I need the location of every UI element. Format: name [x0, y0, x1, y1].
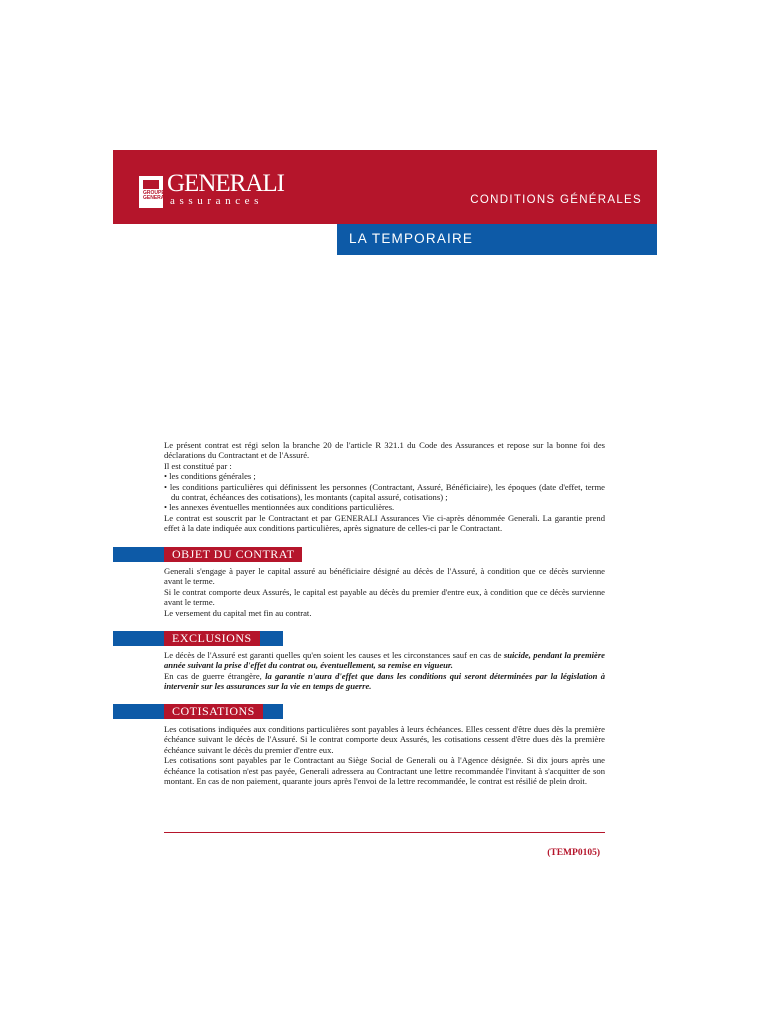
lion-emblem-icon: GROUPE GENERALI [139, 176, 163, 208]
intro-paragraph: Le contrat est souscrit par le Contractant et par GENERALI Assurances Vie ci-après dénommée Generali. La garantie prend effet à la date indiquée aux conditions particulières, après signature de celles-ci par le Contractant. [164, 512, 605, 534]
cotisations-section [164, 724, 605, 786]
section-title-cotisations: COTISATIONS [164, 704, 263, 719]
objet-paragraph: Generali s'engage à payer le capital assuré au bénéficiaire désigné au décès de l'Assuré, à condition que ce décès survienne avant le terme. [164, 566, 605, 587]
exclusions-paragraph: En cas de guerre étrangère, la garantie n'aura d'effet que dans les conditions qui seront déterminées par la législation à intervenir sur les assurances sur la vie en temps de guerre. [164, 670, 605, 692]
section-title-objet: OBJET DU CONTRAT [164, 547, 302, 562]
document-reference: (TEMP0105) [547, 848, 600, 858]
brand-sub: assurances [170, 195, 264, 207]
intro-bullet: • les conditions particulières qui définissent les personnes (Contractant, Assuré, Bénéficiaire), les époques (date d'effet, terme du contrat, échéances des cotisations), les montants (capital assuré, cotisations) ; [164, 481, 605, 503]
objet-section [164, 566, 605, 618]
cotisations-paragraph: Les cotisations sont payables par le Contractant au Siège Social de Generali ou à l'Agence désignée. Si dix jours après une échéance la cotisation n'est pas payée, Generali adressera au Contractant une lettre recommandée l'invitant à s'acquitter de son montant. En cas de non paiement, quarante jours après l'envoi de la lettre recommandée, le contrat est résilié de plein droit. [164, 755, 605, 787]
exclusions-paragraph: Le décès de l'Assuré est garanti quelles qu'en soient les causes et les circonstances sauf en cas de suicide, pendant la première année suivant la prise d'effet du contrat ou, éventuellement, sa remise en vigueur. [164, 650, 605, 671]
cotisations-paragraph: Les cotisations indiquées aux conditions particulières sont payables à leurs échéances. Elles cessent d'être dues dès la première échéance suivant le décès de l'Assuré. Si le contrat comporte deux Assurés, les cotisations cessent d'être dues dès la première échéance suivant le décès du premier d'entre eux. [164, 724, 605, 755]
intro-bullet: • les conditions générales ; [164, 471, 256, 482]
brand-name: GENERALI [167, 170, 284, 197]
section-title-exclusions: EXCLUSIONS [164, 631, 260, 646]
intro-section [164, 440, 605, 534]
document-type: CONDITIONS GÉNÉRALES [470, 194, 642, 206]
objet-paragraph: Le versement du capital met fin au contrat. [164, 607, 312, 618]
objet-paragraph: Si le contrat comporte deux Assurés, le capital est payable au décès du premier d'entre eux, à condition que ce décès survienne avant le terme. [164, 586, 605, 608]
intro-paragraph: Le présent contrat est régi selon la branche 20 de l'article R 321.1 du Code des Assurances et repose sur la bonne foi des déclarations du Contractant et de l'Assuré. [164, 440, 605, 461]
exclusions-section [164, 650, 605, 692]
intro-bullet: • les annexes éventuelles mentionnées aux conditions particulières. [164, 502, 395, 513]
product-title: LA TEMPORAIRE [349, 231, 474, 246]
footer-rule [164, 832, 605, 833]
intro-paragraph: Il est constitué par : [164, 460, 232, 471]
